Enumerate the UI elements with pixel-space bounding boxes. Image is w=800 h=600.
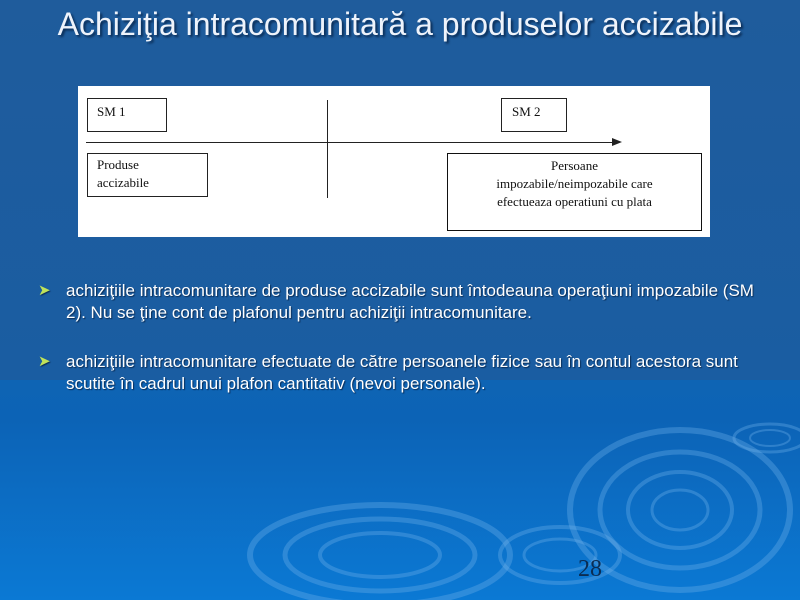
arrow-bullet-icon: ➤ [38,282,51,299]
sm1-box [87,98,167,132]
bullet-item [36,280,776,324]
bullet-item [36,351,776,395]
persoane-line3: efectueaza operatiuni cu plata [497,194,652,209]
bullet-text: achiziţiile intracomunitare efectuate de către persoanele fizice sau în contul acestora sunt scutite în cadrul unui plafon cantitativ (nevoi personale). [66,352,738,393]
persoane-line1: Persoane [551,158,598,173]
bullet-list [36,280,776,422]
produse-box [87,153,208,197]
flow-arrow [86,142,616,143]
sm1-label: SM 1 [97,104,126,119]
bullet-text: achiziţiile intracomunitare de produse accizabile sunt întodeauna operaţiuni impozabile (SM 2). Nu se ţine cont de plafonul pentru achiziţii intracomunitare. [66,281,754,322]
persoane-line2: impozabile/neimpozabile care [496,176,653,191]
page-number: 28 [578,556,602,582]
separator-line [327,100,328,198]
arrow-bullet-icon: ➤ [38,353,51,370]
persoane-box [447,153,702,231]
produse-line2: accizabile [97,175,149,190]
sm2-label: SM 2 [512,104,541,119]
slide-title: Achiziţia intracomunitară a produselor accizabile [57,6,743,42]
flow-diagram [78,86,710,237]
sm2-box [501,98,567,132]
arrowhead-icon [612,138,622,146]
produse-line1: Produse [97,157,139,172]
